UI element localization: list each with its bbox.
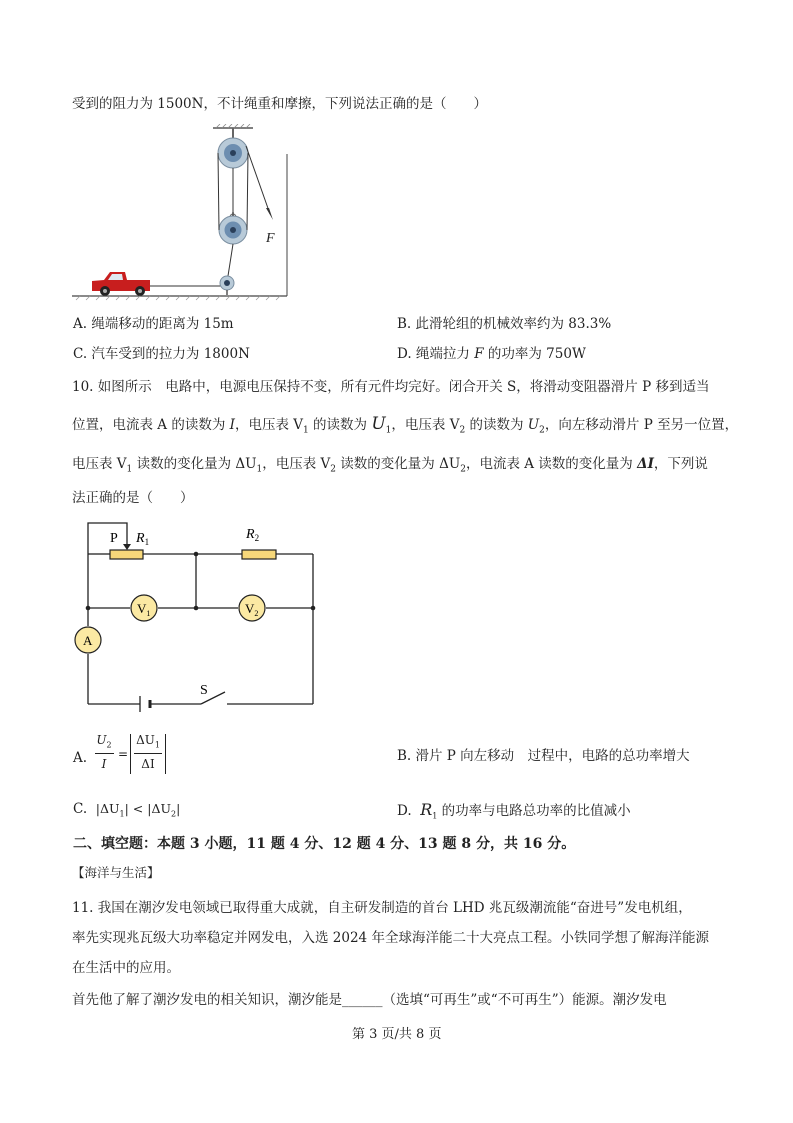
slider-arrow <box>123 544 131 550</box>
q10-line-2: 位置，电流表 A 的读数为 I，电压表 $V_1$ 的读数为 $U_1$，电压表 $V_2$ 的读数为 $U_2$，向左移动滑片 P 至另一位置， <box>72 414 739 436</box>
svg-text:S: S <box>200 683 208 698</box>
section-2-tag: 【海洋与生活】 <box>72 865 160 880</box>
switch-s <box>200 683 225 704</box>
q9-option-c: C. 汽车受到的拉力为 1800N <box>73 346 250 362</box>
q11-line-4: 首先他了解了潮汐发电的相关知识，潮汐能是______（选填“可再生”或“不可再生”）能源。潮汐发电 <box>72 992 667 1008</box>
q10-option-c: C. $|\Delta U_1| < |\Delta U_2|$ <box>73 801 181 819</box>
slider-label: P <box>110 531 118 546</box>
q10-option-d: D. $R_1$ 的功率与电路总功率的比值减小 <box>397 800 631 821</box>
battery <box>140 696 150 712</box>
q9-option-d: D. 绳端拉力 F 的功率为 750W <box>397 346 586 362</box>
q11-line-3: 在生活中的应用。 <box>72 960 180 976</box>
page-number: 第 3 页/共 8 页 <box>352 1027 442 1042</box>
svg-text:A: A <box>83 633 93 648</box>
pulley-figure <box>70 124 295 302</box>
q10-line-1: 10. 如图所示 电路中，电源电压保持不变，所有元件均完好。闭合开关 S，将滑动变阻器滑片 P 移到适当 <box>72 379 710 395</box>
q10-option-b: B. 滑片 P 向左移动 过程中，电路的总功率增大 <box>397 748 690 764</box>
resistor-r1 <box>110 550 143 559</box>
voltmeter-v1 <box>131 595 157 621</box>
q10-line-3: 电压表 $V_1$ 读数的变化量为 $\Delta U_1$，电压表 $V_2$ 读数的变化量为 $\Delta U_2$，电流表 A 读数的变化量为 ΔI，下列说 <box>72 456 708 475</box>
r2-label: $R_2$ <box>246 527 260 543</box>
q10-line-4: 法正确的是（ ） <box>72 490 194 506</box>
section-2-heading: 二、填空题：本题 3 小题，11 题 4 分、12 题 4 分、13 题 8 分，共 16 分。 <box>73 836 576 852</box>
q11-line-1: 11. 我国在潮汐发电领域已取得重大成就，自主研发制造的首台 LHD 兆瓦级潮流能“奋进号”发电机组， <box>72 900 692 916</box>
ground-pulley <box>220 276 234 295</box>
force-label: F <box>266 231 275 246</box>
car <box>92 272 150 296</box>
q10-option-a-label: A. <box>73 750 88 766</box>
svg-text:V2: $V_2$ <box>245 601 259 618</box>
resistor-r2 <box>242 550 276 559</box>
fixed-pulley <box>218 138 248 168</box>
q9-option-b: B. 此滑轮组的机械效率约为 83.3% <box>397 316 612 332</box>
ammeter <box>75 627 101 653</box>
force-arrow-head <box>266 208 273 220</box>
r1-label: $R_1$ <box>136 531 150 547</box>
movable-pulley <box>219 216 247 244</box>
q9-intro: 受到的阻力为 1500N，不计绳重和摩擦，下列说法正确的是（ ） <box>72 96 487 112</box>
circuit-diagram <box>70 518 325 716</box>
q11-line-2: 率先实现兆瓦级大功率稳定并网发电，入选 2024 年全球海洋能二十大亮点工程。小铁同学想了解海洋能源 <box>72 930 709 946</box>
ground-hatch <box>76 296 280 300</box>
ropes <box>142 146 270 286</box>
q9-option-a: A. 绳端移动的距离为 15m <box>73 316 234 332</box>
voltmeter-v2 <box>239 595 265 621</box>
svg-text:V1: $V_1$ <box>137 601 151 618</box>
junction-dots <box>86 552 316 611</box>
